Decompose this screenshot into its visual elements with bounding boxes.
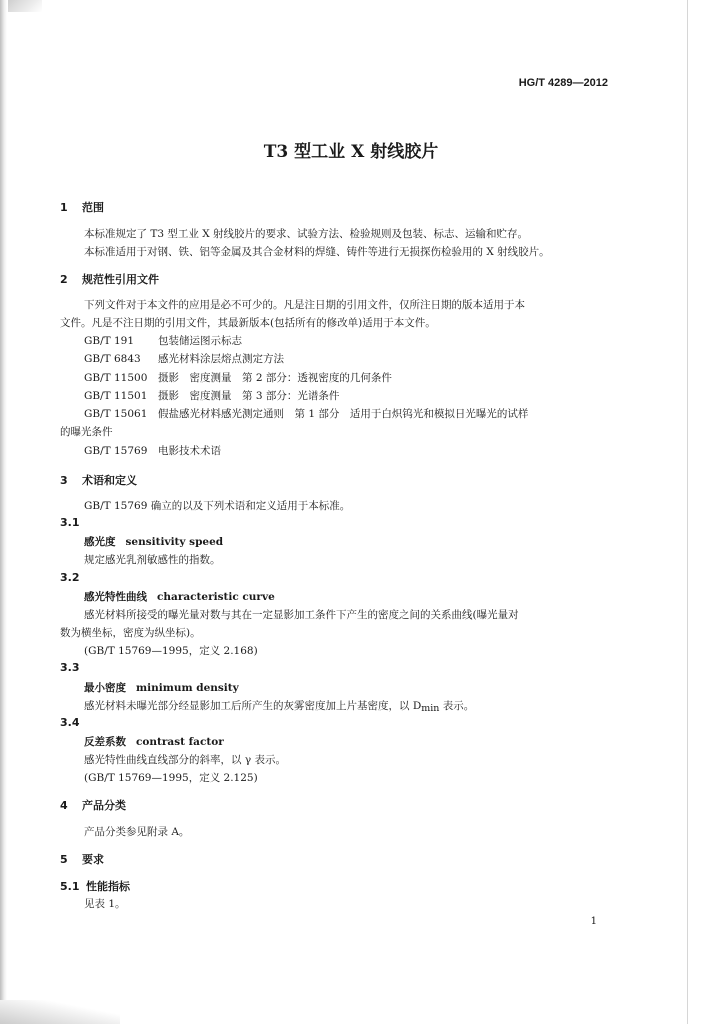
reference-title: 电影技术术语 [158, 445, 221, 457]
section-5-heading [60, 851, 104, 867]
term-chinese: 最小密度 [84, 682, 126, 694]
term-chinese: 感光特性曲线 [84, 591, 147, 603]
term-source: (GB/T 15769—1995，定义 2.168) [84, 645, 258, 657]
reference-title: 包装储运图示标志 [158, 335, 242, 347]
section-title: 术语和定义 [82, 474, 137, 487]
scan-smudge [0, 1000, 120, 1024]
reference-title: 摄影 密度测量 第 3 部分：光谱条件 [158, 390, 340, 402]
subscript: min [421, 703, 440, 714]
term-english: sensitivity speed [125, 536, 224, 548]
scan-corner-mark [8, 0, 42, 12]
reference-code: GB/T 15061 [84, 408, 148, 420]
paragraph: 本标准规定了 T3 型工业 X 射线胶片的要求、试验方法、检验规则及包装、标志、运输和贮存。 [84, 228, 529, 240]
reference-item [84, 370, 392, 385]
reference-code: GB/T 6843 [84, 353, 141, 365]
reference-item [84, 388, 339, 403]
reference-item [84, 443, 221, 458]
term-definition: 数为横坐标，密度为纵坐标)。 [60, 627, 201, 639]
section-title: 规范性引用文件 [82, 273, 159, 286]
section-title: 范围 [82, 201, 104, 214]
standard-code: HG/T 4289—2012 [518, 77, 608, 89]
definition-text: 表示。 [439, 700, 475, 712]
section-number: 3 [60, 474, 68, 487]
clause-number: 5.1 [60, 880, 80, 893]
term-heading [84, 680, 239, 695]
paragraph: 产品分类参见附录 A。 [84, 826, 190, 838]
term-definition: 感光材料所接受的曝光量对数与其在一定显影加工条件下产生的密度之间的关系曲线(曝光量对 [84, 609, 519, 621]
clause-number: 3.1 [60, 516, 80, 529]
paragraph: GB/T 15769 确立的以及下列术语和定义适用于本标准。 [84, 500, 351, 512]
term-definition: 规定感光乳剂敏感性的指数。 [84, 554, 221, 566]
term-heading [84, 534, 223, 549]
paragraph: 本标准适用于对钢、铁、铝等金属及其合金材料的焊缝、铸件等进行无损探伤检验用的 X 射线胶片。 [84, 246, 550, 258]
clause-number: 3.3 [60, 661, 80, 674]
reference-item [84, 333, 242, 348]
term-heading [84, 589, 275, 604]
paragraph: 文件。凡是不注日期的引用文件，其最新版本(包括所有的修改单)适用于本文件。 [60, 317, 436, 329]
document-title: T3 型工业 X 射线胶片 [263, 142, 439, 162]
paragraph: 下列文件对于本文件的应用是必不可少的。凡是注日期的引用文件，仅所注日期的版本适用于本 [84, 299, 525, 311]
definition-text: 感光材料未曝光部分经显影加工后所产生的灰雾密度加上片基密度，以 D [84, 700, 422, 712]
section-title: 产品分类 [82, 799, 126, 812]
section-1-heading [60, 199, 104, 215]
clause-number: 3.4 [60, 716, 80, 729]
section-2-heading [60, 271, 159, 287]
reference-item [84, 406, 528, 421]
page-number: 1 [590, 916, 597, 927]
term-heading [84, 734, 224, 749]
section-number: 1 [60, 201, 68, 214]
reference-title: 摄影 密度测量 第 2 部分：透视密度的几何条件 [158, 372, 392, 384]
term-english: characteristic curve [157, 591, 275, 603]
term-chinese: 反差系数 [84, 736, 126, 748]
term-english: contrast factor [136, 736, 224, 748]
reference-code: GB/T 15769 [84, 445, 148, 457]
reference-item [84, 351, 284, 366]
clause-5-1-heading [60, 878, 130, 894]
reference-code: GB/T 11500 [84, 372, 148, 384]
reference-code: GB/T 11501 [84, 390, 148, 402]
clause-number: 3.2 [60, 571, 80, 584]
section-4-heading [60, 797, 126, 813]
section-3-heading [60, 472, 137, 488]
term-english: minimum density [136, 682, 239, 694]
reference-title: 感光材料涂层熔点测定方法 [158, 353, 284, 365]
reference-continuation: 的曝光条件 [60, 426, 113, 438]
section-number: 4 [60, 799, 68, 812]
term-definition: 感光特性曲线直线部分的斜率，以 γ 表示。 [84, 754, 286, 766]
reference-code: GB/T 191 [84, 335, 135, 347]
section-title: 要求 [82, 853, 104, 866]
clause-title: 性能指标 [86, 880, 130, 893]
term-source: (GB/T 15769—1995，定义 2.125) [84, 772, 258, 784]
term-definition [84, 698, 474, 714]
term-chinese: 感光度 [84, 536, 116, 548]
paragraph: 见表 1。 [84, 898, 126, 910]
reference-title: 假盐感光材料感光测定通则 第 1 部分 适用于白炽钨光和模拟日光曝光的试样 [158, 408, 529, 420]
section-number: 2 [60, 273, 68, 286]
section-number: 5 [60, 853, 68, 866]
